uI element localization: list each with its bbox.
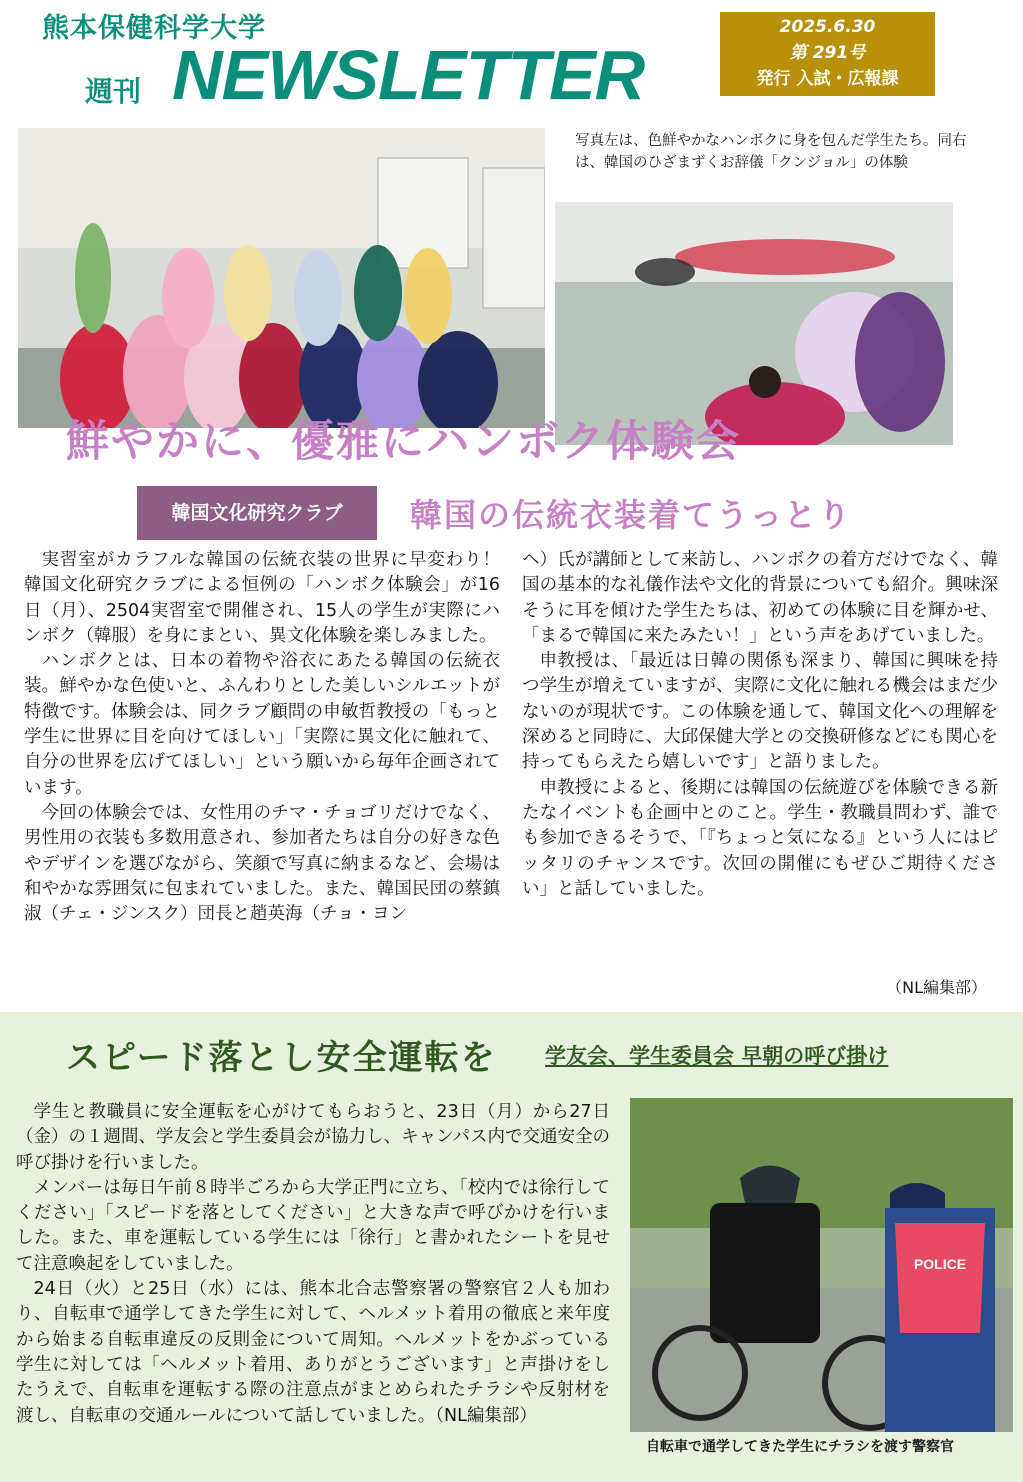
paragraph: 実習室がカラフルな韓国の伝統衣装の世界に早変わり！ 韓国文化研究クラブによる恒例の「ハンボク体験会」が16日（月）、2504実習室で開催され、15人の学生が実際にハンボク（韓服）を身にまとい、異文化体験を楽しみました。 [24, 550, 518, 646]
hanbok-article-col2 [522, 548, 998, 902]
paragraph: ヘ）氏が講師として来訪し、ハンボクの着方だけでなく、韓国の基本的な礼儀作法や文化的背景についても紹介。興味深そうに耳を傾けた学生たちは、初めての体験に目を輝かせ、「まるで韓国に来たみたい！」という声をあげていました。 [522, 550, 998, 646]
club-label: 韓国文化研究クラブ [137, 486, 377, 540]
police-photo-caption: 自転車で通学してきた学生にチラシを渡す警察官 [646, 1439, 954, 1455]
paragraph: メンバーは毎日午前８時半ごろから大学正門に立ち、「校内では徐行してください」「スピードを落としてください」と大きな声で呼びかけを行いました。また、車を運転している学生には「徐行」と書かれたシートを見せて注意喚起をしていました。 [16, 1177, 610, 1274]
safety-subheadline: 学友会、学生委員会 早朝の呼び掛け [545, 1044, 889, 1068]
hanbok-article-col1 [24, 548, 518, 927]
hanbok-photo-caption: 写真左は、色鮮やかなハンボクに身を包んだ学生たち。同右は、韓国のひざまずくお辞儀「クンジョル」の体験 [575, 133, 967, 171]
issue-date: 2025.6.30 [779, 17, 876, 37]
paragraph: ハンボクとは、日本の着物や浴衣にあたる韓国の伝統衣装。鮮やかな色使いと、ふんわりとした美しいシルエットが特徴です。体験会は、同クラブ顧問の申敏哲教授の「もっと学生に世界に目を向けてほしい」「実際に異文化に触れて、自分の世界を広げてほしい」という願いから毎年企画されています。 [24, 651, 500, 798]
safety-headline: スピード落とし安全運転を [66, 1038, 497, 1078]
paragraph: 学生と教職員に安全運転を心がけてもらおうと、23日（月）から27日（金）の１週間、学友会と学生委員会が協力し、キャンパス内で交通安全の呼び掛けを行いました。 [16, 1102, 610, 1173]
hanbok-headline: 鮮やかに、優雅にハンボク体験会 [66, 417, 741, 467]
paragraph: 申教授によると、後期には韓国の伝統遊びを体験できる新たなイベントも企画中とのこと。学生・教職員問わず、誰でも参加できるそうで、「『ちょっと気になる』という人にはピッタリのチャンスです。次回の開催にもぜひご期待ください」と話していました。 [522, 777, 998, 899]
hanbok-group-photo [18, 128, 545, 428]
police-vest-text: POLICE [913, 1256, 967, 1272]
paragraph: 24日（火）と25日（水）には、熊本北合志警察署の警察官２人も加わり、自転車で通学してきた学生に対して、ヘルメット着用の徹底と来年度から始まる自転車違反の反則金について周知。ヘルメットをかぶっている学生に対しては「ヘルメット着用、ありがとうございます」と声掛けをしたうえで、自転車を運転する際の注意点がまとめられたチラシや反射材を渡し、自転車の交通ルールについて話していました。（NL編集部） [16, 1279, 610, 1426]
university-name: 熊本保健科学大学 [42, 13, 266, 44]
newsletter-title: NEWSLETTER [172, 36, 645, 114]
paragraph: 今回の体験会では、女性用のチマ・チョゴリだけでなく、男性用の衣装も多数用意され、参加者たちは自分の好きな色やデザインを選びながら、笑顔で写真に納まるなど、会場は和やかな雰囲気に包まれていました。また、韓国民団の蔡鎮淑（チェ・ジンスク）団長と趙英海（チョ・ヨン [24, 802, 500, 925]
issue-number: 第 291号 [789, 43, 866, 63]
weekly-label: 週刊 [85, 75, 142, 108]
publisher: 発行 入試・広報課 [756, 69, 899, 89]
safety-article [16, 1100, 610, 1429]
police-flyer-photo [630, 1098, 1013, 1432]
hanbok-subheadline: 韓国の伝統衣装着てうっとり [410, 496, 853, 534]
paragraph: 申教授は、「最近は日韓の関係も深まり、韓国に興味を持つ学生が増えていますが、実際に文化に触れる機会はまだ少ないのが現状です。この体験を通して、韓国文化への理解を深めると同時に、大邱保健大学との交換研修などにも関心を持ってもらえたら嬉しいです」と語りました。 [522, 651, 998, 773]
hanbok-credit: （NL編集部） [886, 978, 987, 997]
issue-box [720, 12, 935, 96]
